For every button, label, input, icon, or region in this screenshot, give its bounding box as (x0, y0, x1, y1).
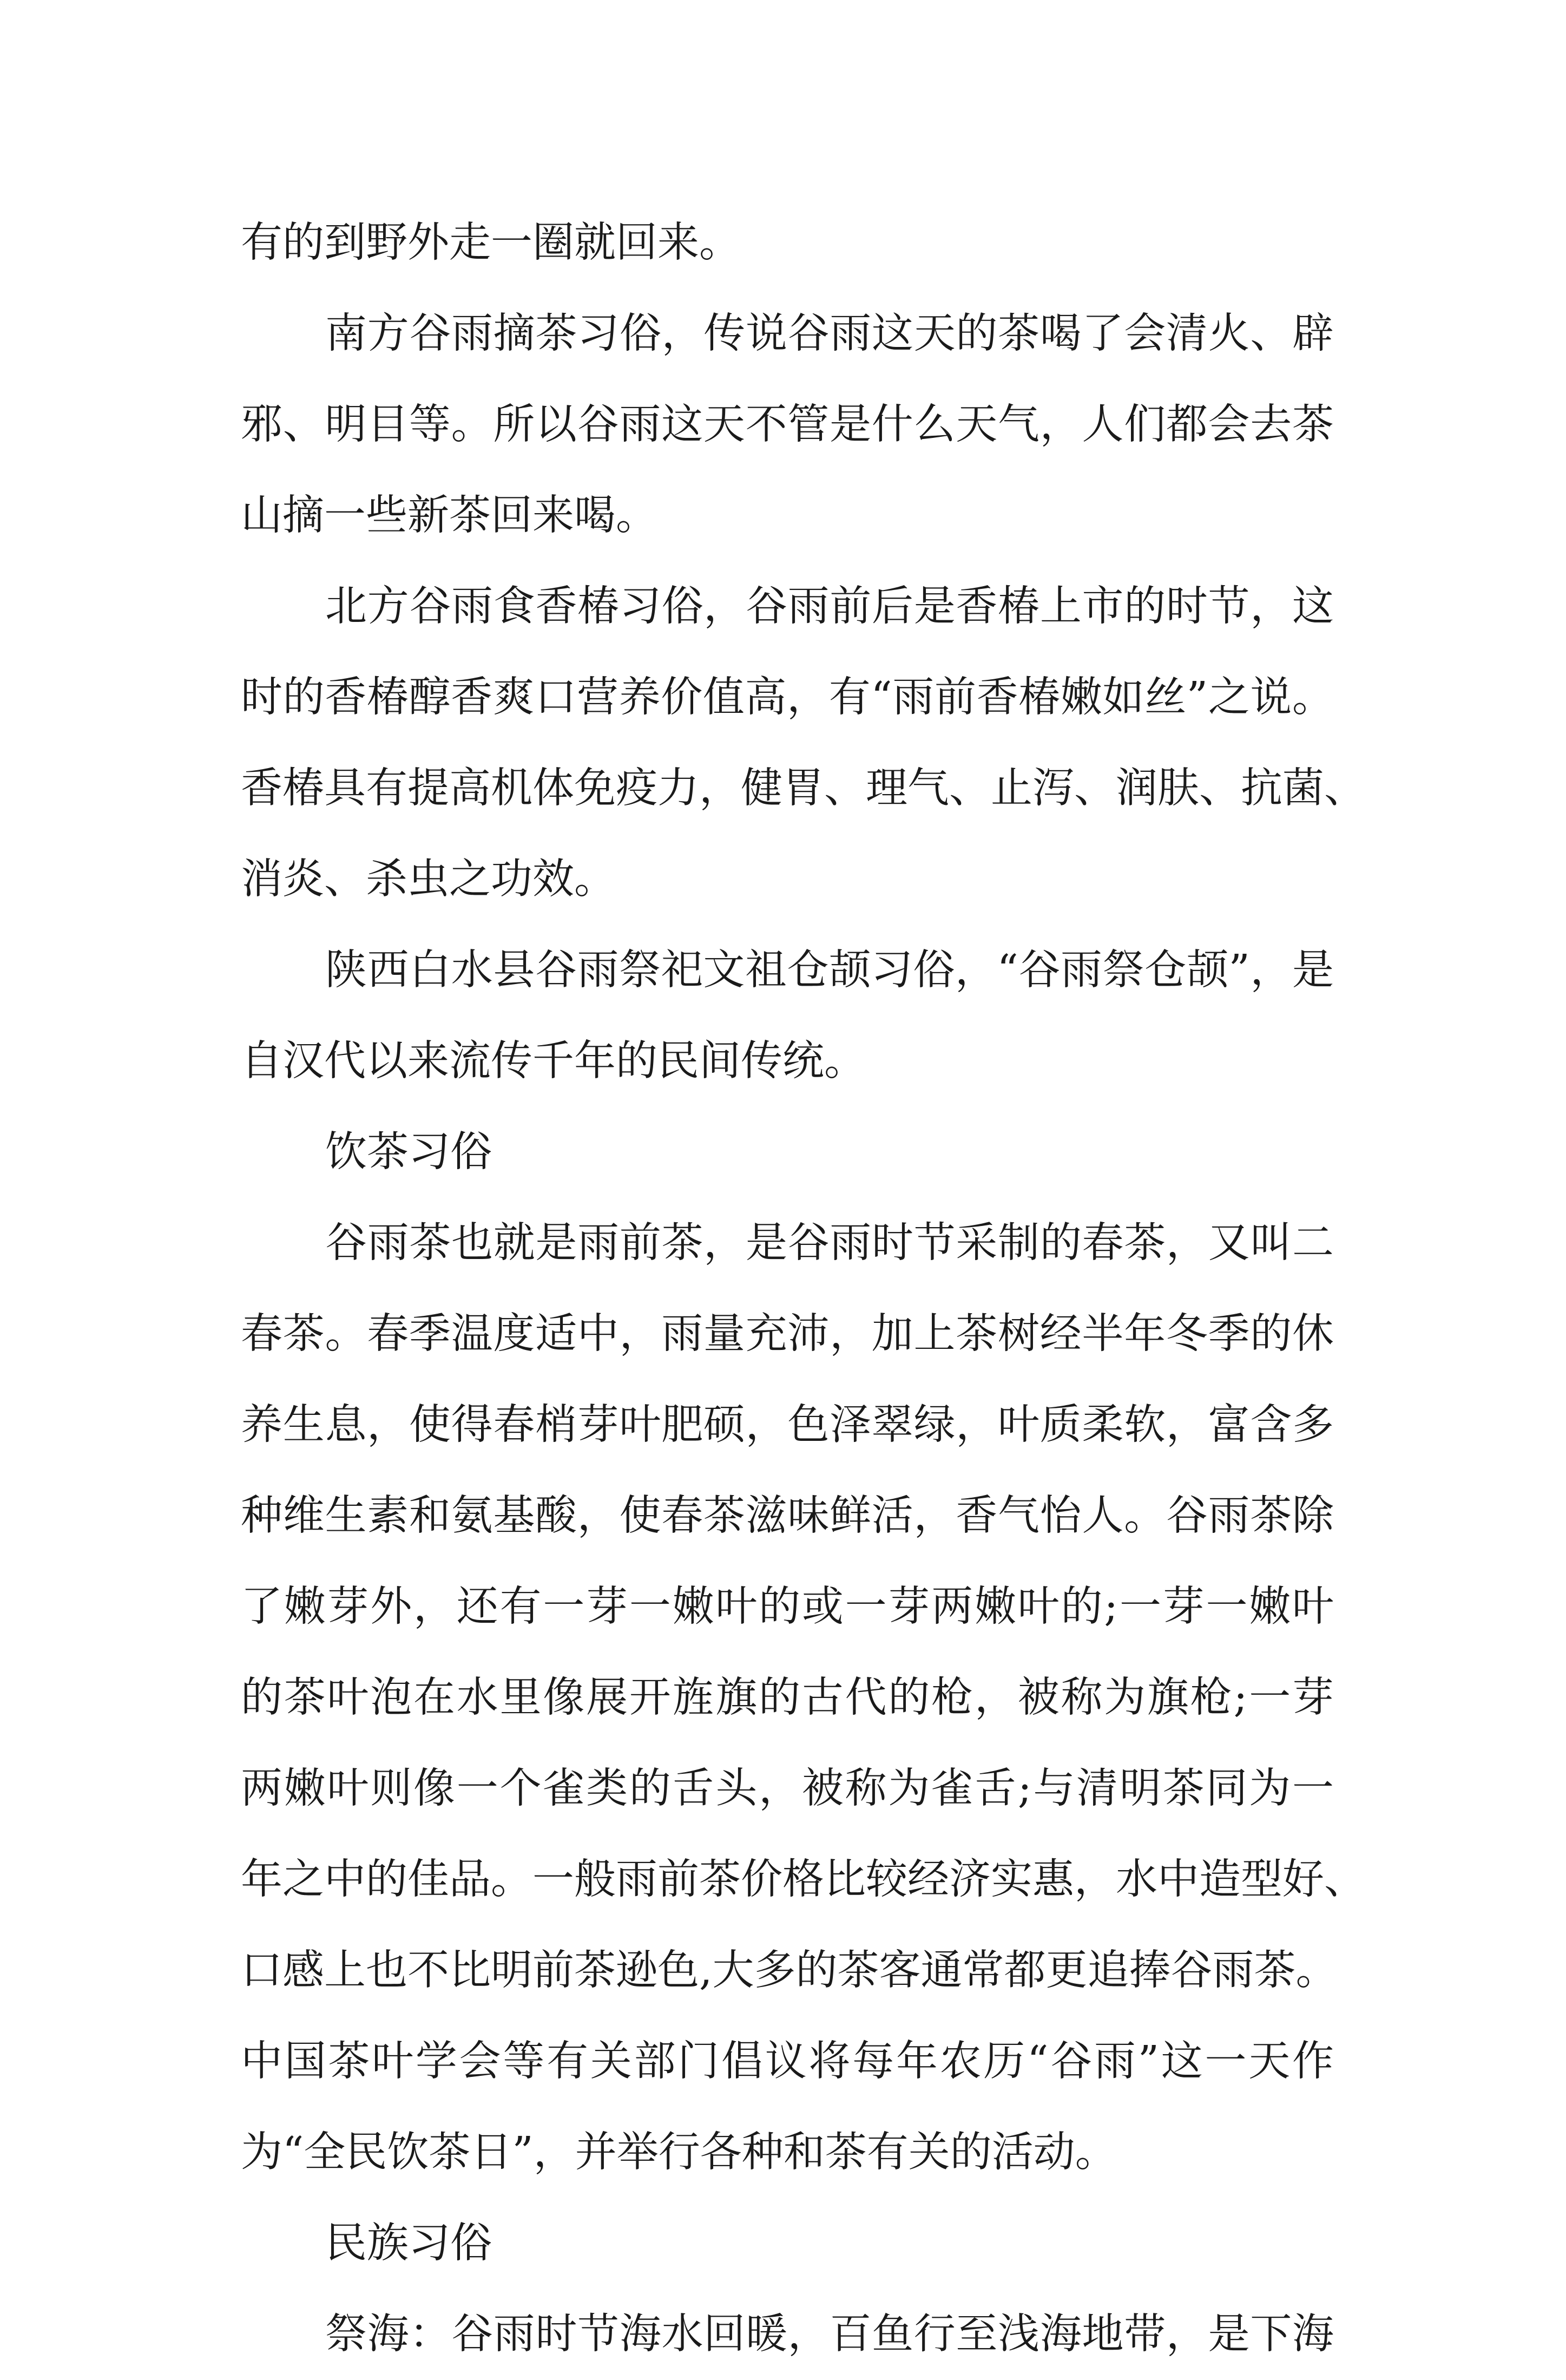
text-line: 为“全民饮茶日”，并举行各种和茶有关的活动。 (241, 2128, 1117, 2176)
text-line: 中国茶叶学会等有关部门倡议将每年农历“谷雨”这一天作 (241, 2037, 1334, 2086)
text-line: 自汉代以来流传千年的民间传统。 (241, 1037, 866, 1085)
text-line: 养生息，使得春梢芽叶肥硕，色泽翠绿，叶质柔软，富含多 (241, 1401, 1334, 1449)
text-line: 的茶叶泡在水里像展开旌旗的古代的枪，被称为旗枪;一芽 (241, 1674, 1334, 1722)
text-line: 谷雨茶也就是雨前茶，是谷雨时节采制的春茶，又叫二 (325, 1219, 1334, 1267)
text-line: 两嫩叶则像一个雀类的舌头，被称为雀舌;与清明茶同为一 (241, 1765, 1334, 1813)
text-line: 祭海：谷雨时节海水回暖，百鱼行至浅海地带，是下海 (325, 2310, 1334, 2358)
text-line: 年之中的佳品。一般雨前茶价格比较经济实惠，水中造型好、 (241, 1856, 1366, 1904)
section-heading-ethnic-customs: 民族习俗 (325, 2219, 492, 2267)
text-line: 口感上也不比明前茶逊色,大多的茶客通常都更追捧谷雨茶。 (241, 1946, 1338, 1995)
text-line: 北方谷雨食香椿习俗，谷雨前后是香椿上市的时节，这 (325, 582, 1334, 631)
text-line: 邪、明目等。所以谷雨这天不管是什么天气，人们都会去茶 (241, 401, 1334, 449)
text-line: 了嫩芽外，还有一芽一嫩叶的或一芽两嫩叶的;一芽一嫩叶 (241, 1583, 1334, 1631)
text-line: 南方谷雨摘茶习俗，传说谷雨这天的茶喝了会清火、辟 (325, 310, 1334, 358)
text-line: 种维生素和氨基酸，使春茶滋味鲜活，香气怡人。谷雨茶除 (241, 1492, 1334, 1540)
text-line: 香椿具有提高机体免疫力，健胃、理气、止泻、润肤、抗菌、 (241, 764, 1366, 812)
section-heading-tea-customs: 饮茶习俗 (325, 1128, 492, 1176)
text-line: 时的香椿醇香爽口营养价值高，有“雨前香椿嫩如丝”之说。 (241, 673, 1334, 722)
text-line: 有的到野外走一圈就回来。 (241, 219, 741, 267)
text-line: 春茶。春季温度适中，雨量充沛，加上茶树经半年冬季的休 (241, 1310, 1334, 1358)
text-line: 山摘一些新茶回来喝。 (241, 491, 657, 540)
text-line: 陕西白水县谷雨祭祀文祖仓颉习俗，“谷雨祭仓颉”，是 (325, 946, 1334, 994)
document-body (241, 198, 1366, 2380)
text-line: 消炎、杀虫之功效。 (241, 855, 616, 903)
